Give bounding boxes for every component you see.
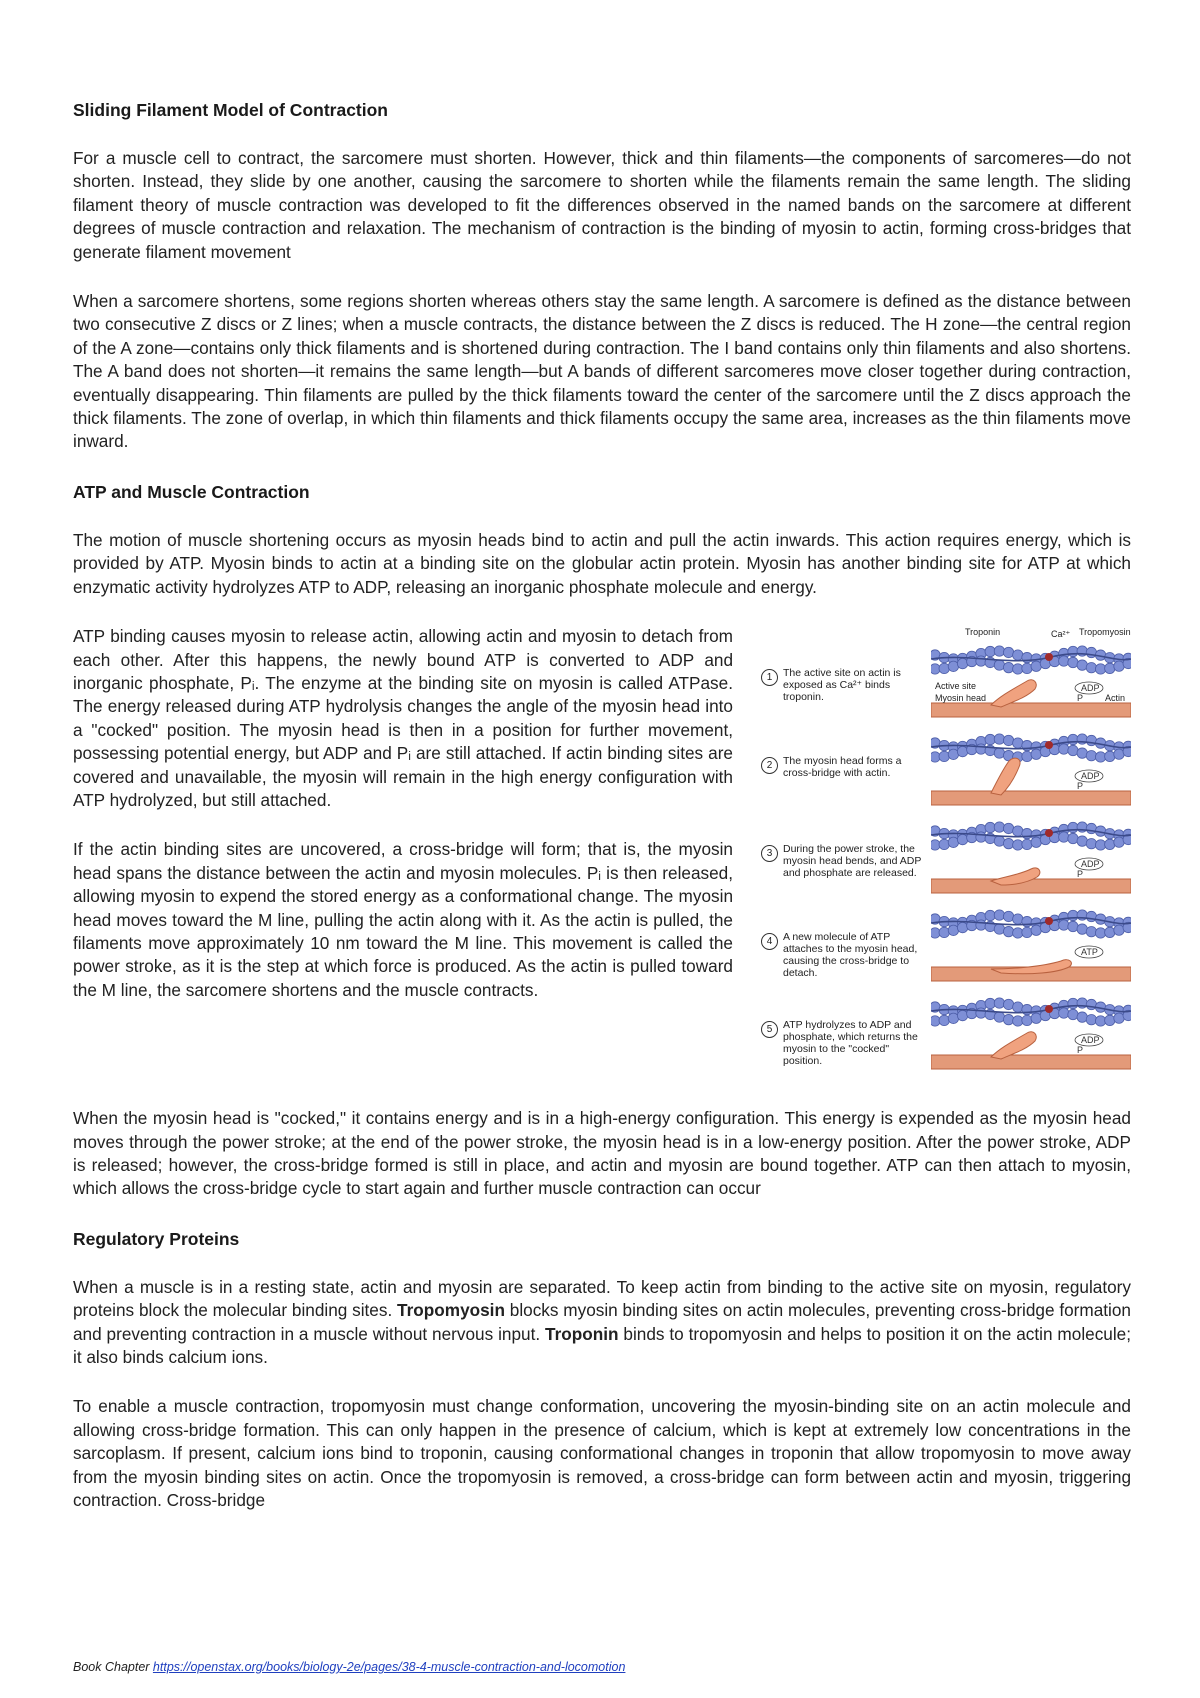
tropomyosin-label: Tropomyosin	[1079, 627, 1131, 638]
actin-bead	[1077, 836, 1087, 846]
actin-bead	[948, 1013, 958, 1023]
actin-bead	[1086, 839, 1096, 849]
actin-bead	[1068, 921, 1078, 931]
actin-bead	[957, 746, 967, 756]
actin-bead	[1031, 661, 1041, 671]
actin-bead	[1105, 927, 1115, 937]
stage-caption	[761, 755, 929, 779]
actin-bead	[1114, 837, 1124, 847]
stage-caption	[761, 1019, 929, 1067]
nucleotide-label: ADP	[1081, 683, 1100, 694]
actin-bead	[1013, 1002, 1023, 1012]
figure-stage	[761, 905, 1131, 993]
actin-bead	[1086, 911, 1096, 921]
actin-bead	[1086, 999, 1096, 1009]
actin-bead	[1086, 823, 1096, 833]
term-tropomyosin: Tropomyosin	[397, 1300, 505, 1321]
actin-bead	[939, 839, 949, 849]
actin-myosin-illustration	[931, 729, 1131, 813]
actin-bead	[1003, 663, 1013, 673]
actin-bead	[1031, 749, 1041, 759]
paragraph	[73, 1276, 1131, 1370]
paragraph: To enable a muscle contraction, tropomyosin must change conformation, uncovering the myosin-binding site on an actin molecule and allowing cross-bridge formation. This can only happen in the presence of calcium, which is kept at extremely low concentrations in the sarcoplasm. If present, calcium ions bind to troponin, causing conformational changes in troponin that allow tropomyosin to move away from the myosin binding sites on actin. Once the tropomyosin is removed, a cross-bridge can form between actin and myosin, triggering contraction. Cross-bridge	[73, 1396, 1131, 1510]
actin-bead	[1114, 749, 1124, 759]
stage-caption	[761, 931, 929, 979]
actin-bead	[1086, 647, 1096, 657]
troponin-marker	[1045, 653, 1053, 661]
thick-filament	[931, 791, 1131, 805]
actin-bead	[994, 924, 1004, 934]
figure-top-labels	[761, 627, 1131, 641]
actin-bead	[994, 910, 1004, 920]
figure-stage	[761, 817, 1131, 905]
actin-bead	[976, 656, 986, 666]
actin-myosin-illustration	[931, 993, 1131, 1077]
actin-bead	[1077, 748, 1087, 758]
actin-bead	[1105, 1015, 1115, 1025]
stage-number: 4	[761, 933, 778, 950]
actin-bead	[1031, 925, 1041, 935]
text-run: blocks myosin binding sites on actin molecules, preventing cross-bridge formation and preventing contraction in a muscle without nervous input.	[73, 1300, 1131, 1344]
actin-bead	[1086, 1015, 1096, 1025]
actin-bead	[957, 658, 967, 668]
thick-filament	[931, 1055, 1131, 1069]
actin-bead	[1114, 661, 1124, 671]
actin-bead	[1022, 927, 1032, 937]
actin-bead	[1003, 647, 1013, 657]
actin-bead	[957, 834, 967, 844]
troponin-label: Troponin	[965, 627, 1001, 638]
actin-bead	[1114, 1013, 1124, 1023]
thick-filament	[931, 879, 1131, 893]
active-site-label: Active site	[935, 681, 977, 692]
stage-caption	[761, 667, 929, 703]
actin-bead	[994, 646, 1004, 656]
nucleotide-label: ATP	[1081, 947, 1098, 958]
actin-bead	[948, 749, 958, 759]
actin-bead	[1003, 999, 1013, 1009]
nucleotide-label: ADP	[1081, 1035, 1100, 1046]
paragraph: The motion of muscle shortening occurs as myosin heads bind to actin and pull the actin inwards. This action requires energy, which is provided by ATP. Myosin binds to actin at a binding site on the globular actin protein. Myosin has another binding site for ATP at which enzymatic activity hydrolyzes ATP to ADP, releasing an inorganic phosphate molecule and energy.	[73, 529, 1131, 597]
stage-number: 1	[761, 669, 778, 686]
figure-stage	[761, 993, 1131, 1081]
stage-text: The active site on actin is exposed as Ca²⁺ binds troponin.	[783, 667, 901, 704]
actin-bead	[1105, 839, 1115, 849]
actin-bead	[1086, 927, 1096, 937]
footer-label: Book Chapter	[73, 1660, 150, 1674]
phosphate-label: P	[1077, 1045, 1084, 1056]
actin-bead	[994, 836, 1004, 846]
footer	[73, 1660, 625, 1674]
paragraph: When the myosin head is "cocked," it contains energy and is in a high-energy configuration. This energy is expended as the myosin head moves through the power stroke; at the end of the power stroke, the myosin head is in a low-energy position. After the power stroke, ADP is released; however, the cross-bridge formed is still in place, and actin and myosin are bound together. ATP can then attach to myosin, which allows the cross-bridge cycle to start again and further muscle contraction can occur	[73, 1108, 1131, 1199]
stage-text: During the power stroke, the myosin head bends, and ADP and phosphate are released.	[783, 843, 922, 880]
actin-bead	[1059, 656, 1069, 666]
actin-bead	[1003, 735, 1013, 745]
myosin-head-label: Myosin head	[935, 693, 987, 704]
actin-myosin-illustration	[931, 905, 1131, 989]
actin-bead	[1013, 738, 1023, 748]
actin-bead	[1086, 735, 1096, 745]
actin-bead	[1086, 751, 1096, 761]
troponin-marker	[1045, 741, 1053, 749]
paragraph: For a muscle cell to contract, the sarcomere must shorten. However, thick and thin filaments—the components of sarcomeres—do not shorten. Instead, they slide by one another, causing the sarcomere to shorten while the filaments remain the same length. The sliding filament theory of muscle contraction was developed to fit the differences observed in the named bands on the sarcomere at different degrees of muscle contraction and relaxation. The mechanism of contraction is the binding of myosin to actin, forming cross-bridges that generate filament movement	[73, 148, 1131, 262]
actin-bead	[1059, 920, 1069, 930]
actin-bead	[1013, 914, 1023, 924]
actin-bead	[1068, 745, 1078, 755]
actin-bead	[994, 748, 1004, 758]
actin-bead	[1059, 1008, 1069, 1018]
stage-text: ATP hydrolyzes to ADP and phosphate, which returns the myosin to the "cocked" position.	[783, 1019, 918, 1068]
actin-bead	[1031, 1013, 1041, 1023]
actin-bead	[1059, 744, 1069, 754]
actin-bead	[1013, 826, 1023, 836]
actin-bead	[1013, 650, 1023, 660]
section-title-sliding-filament: Sliding Filament Model of Contraction	[73, 100, 388, 120]
actin-bead	[1003, 927, 1013, 937]
phosphate-label: P	[1077, 781, 1084, 792]
section-title-regulatory: Regulatory Proteins	[73, 1228, 240, 1249]
actin-bead	[1086, 663, 1096, 673]
actin-bead	[1022, 663, 1032, 673]
actin-bead	[1077, 924, 1087, 934]
actin-bead	[1059, 832, 1069, 842]
actin-bead	[1068, 657, 1078, 667]
actin-bead	[994, 822, 1004, 832]
actin-bead	[939, 1015, 949, 1025]
actin-bead	[1003, 911, 1013, 921]
actin-bead	[1068, 833, 1078, 843]
calcium-label: Ca²⁺	[1051, 629, 1071, 640]
actin-bead	[939, 751, 949, 761]
text-run: binds to tropomyosin and helps to position it on the actin molecule; it also binds calcium ions.	[73, 1323, 1131, 1367]
footer-link[interactable]: https://openstax.org/books/biology-2e/pages/38-4-muscle-contraction-and-locomotion	[152, 1660, 626, 1674]
document-page	[73, 98, 1131, 1512]
stage-number: 5	[761, 1021, 778, 1038]
paragraph: ATP binding causes myosin to release actin, allowing actin and myosin to detach from each other. After this happens, the newly bound ATP is converted to ADP and inorganic phosphate, Pᵢ. The enzyme at the binding site on myosin is called ATPase. The energy released during ATP hydrolysis changes the angle of the myosin head into a "cocked" position. The myosin head is then in a position for further movement, possessing potential energy, but ADP and Pᵢ are still attached. If actin binding sites are covered and unavailable, the myosin will remain in the high energy configuration with ATP hydrolyzed, but still attached.	[73, 626, 733, 810]
thick-filament	[931, 703, 1131, 717]
figure-stage	[761, 641, 1131, 729]
nucleotide-label: ADP	[1081, 771, 1100, 782]
actin-bead	[1022, 839, 1032, 849]
actin-bead	[948, 837, 958, 847]
term-troponin: Troponin	[545, 1323, 619, 1344]
actin-bead	[1022, 751, 1032, 761]
actin-bead	[994, 1012, 1004, 1022]
actin-bead	[976, 1008, 986, 1018]
phosphate-label: P	[1077, 693, 1084, 704]
figure-stage	[761, 729, 1131, 817]
actin-bead	[957, 922, 967, 932]
text-run: When a muscle is in a resting state, actin and myosin are separated. To keep actin from binding to the active site on myosin, regulatory proteins block the molecular binding sites.	[73, 1276, 1131, 1321]
actin-bead	[994, 998, 1004, 1008]
actin-bead	[1031, 837, 1041, 847]
actin-bead	[1003, 839, 1013, 849]
nucleotide-label: ADP	[1081, 859, 1100, 870]
actin-label: Actin	[1105, 693, 1126, 704]
actin-bead	[976, 744, 986, 754]
stage-caption	[761, 843, 929, 879]
actin-bead	[939, 663, 949, 673]
actin-bead	[948, 661, 958, 671]
actin-bead	[1022, 1015, 1032, 1025]
actin-bead	[994, 660, 1004, 670]
actin-bead	[1077, 1012, 1087, 1022]
actin-bead	[1068, 1009, 1078, 1019]
cross-bridge-cycle-figure	[761, 627, 1131, 1081]
actin-bead	[948, 925, 958, 935]
stage-text: The myosin head forms a cross-bridge with actin.	[783, 755, 902, 780]
stage-number: 2	[761, 757, 778, 774]
actin-bead	[976, 832, 986, 842]
actin-bead	[994, 734, 1004, 744]
actin-bead	[957, 1010, 967, 1020]
stage-text: A new molecule of ATP attaches to the myosin head, causing the cross-bridge to detach.	[783, 931, 918, 980]
actin-bead	[1003, 823, 1013, 833]
troponin-marker	[1045, 1005, 1053, 1013]
actin-bead	[1077, 660, 1087, 670]
actin-myosin-illustration	[931, 817, 1131, 901]
troponin-marker	[1045, 917, 1053, 925]
troponin-marker	[1045, 829, 1053, 837]
actin-bead	[939, 927, 949, 937]
actin-bead	[1105, 663, 1115, 673]
actin-bead	[1105, 751, 1115, 761]
myosin-head	[991, 758, 1020, 795]
actin-bead	[1003, 1015, 1013, 1025]
actin-bead	[1114, 925, 1124, 935]
phosphate-label: P	[1077, 869, 1084, 880]
stage-number: 3	[761, 845, 778, 862]
section-title-atp: ATP and Muscle Contraction	[73, 481, 310, 502]
actin-bead	[976, 920, 986, 930]
paragraph: When a sarcomere shortens, some regions shorten whereas others stay the same length. A sarcomere is defined as the distance between two consecutive Z discs or Z lines; when a muscle contracts, the distance between the Z discs is reduced. The H zone—the central region of the A zone—contains only thick filaments and is shortened during contraction. The I band contains only thin filaments and also shortens. The A band does not shorten—it remains the same length—but A bands of different sarcomeres move closer together during contraction, eventually disappearing. Thin filaments are pulled by the thick filaments toward the center of the sarcomere until the Z discs approach the thick filaments. The zone of overlap, in which thin filaments and thick filaments occupy the same area, increases as the thin filaments move inward.	[73, 291, 1131, 452]
paragraph: If the actin binding sites are uncovered, a cross-bridge will form; that is, the myosin head spans the distance between the actin and myosin molecules. Pᵢ is then released, allowing myosin to expend the stored energy as a conformational change. The myosin head moves toward the M line, pulling the actin along with it. As the actin is pulled, the filaments move approximately 10 nm toward the M line. This movement is called the power stroke, as it is the step at which force is produced. As the actin is pulled toward the M line, the sarcomere shortens and the muscle contracts.	[73, 839, 733, 1000]
